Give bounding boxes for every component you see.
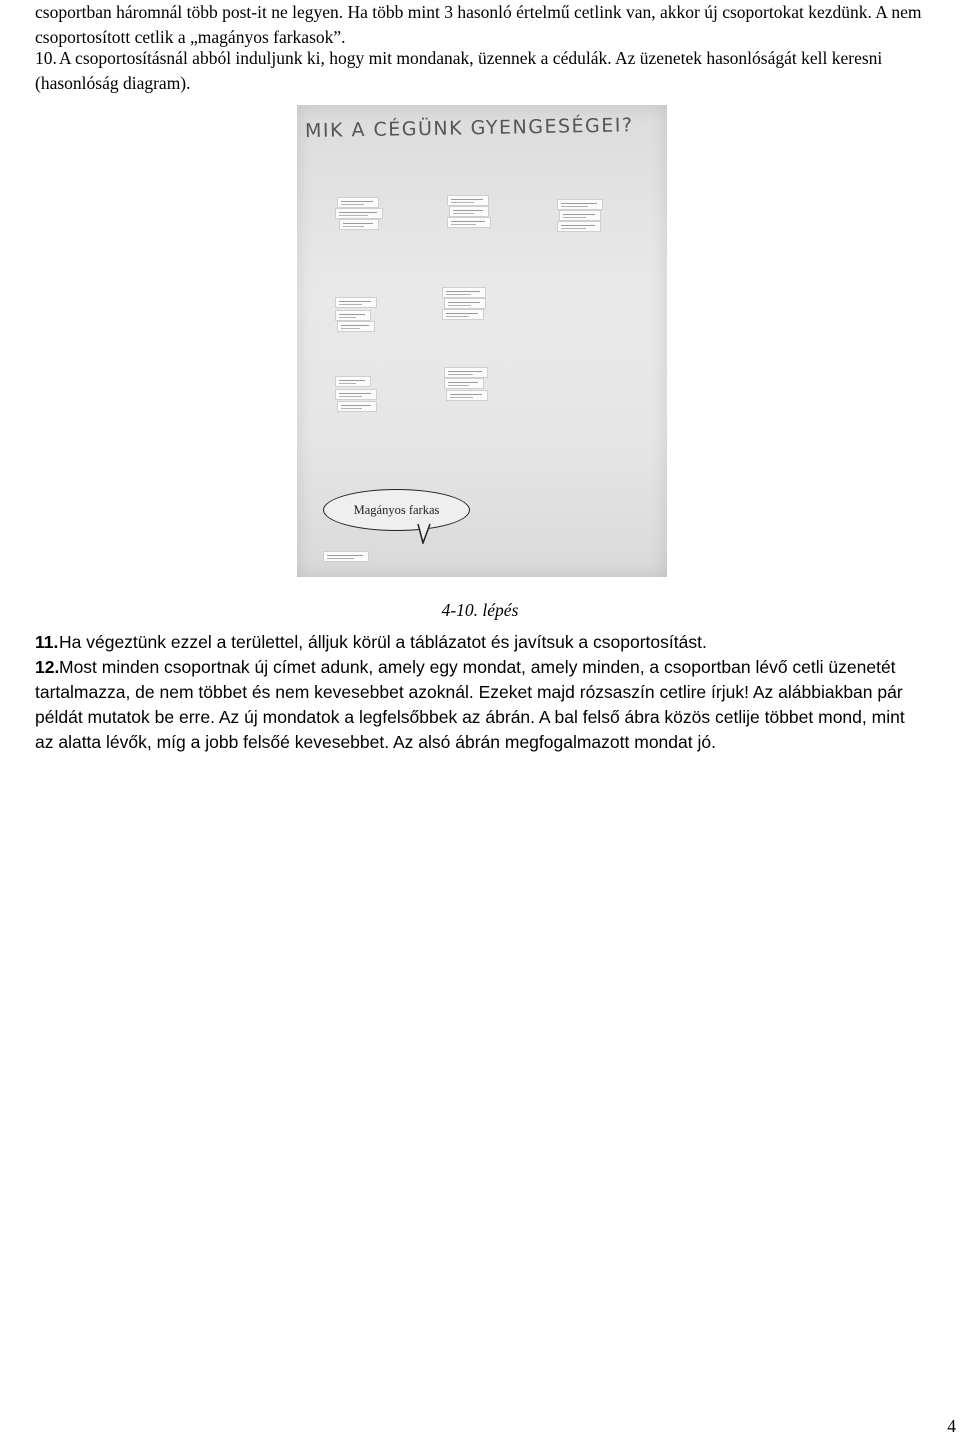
- step-10-number: 10.: [35, 48, 57, 68]
- post-it-note: [447, 217, 491, 228]
- post-it-note: [557, 199, 603, 210]
- post-it-note: [442, 287, 486, 298]
- step-10-text: A csoportosításnál abból induljunk ki, hogy mit mondanak, üzennek a cédulák. Az üzenetek hasonlóságát kell keresni (hasonlóság diagram).: [35, 48, 883, 93]
- post-it-note: [447, 195, 489, 206]
- post-it-note: [335, 389, 377, 400]
- post-it-note: [444, 367, 488, 378]
- post-it-note: [446, 390, 488, 401]
- post-it-note: [335, 208, 383, 219]
- post-it-note: [335, 297, 377, 308]
- step-12-number: 12.: [35, 657, 60, 677]
- figure-caption: 4-10. lépés: [441, 600, 519, 620]
- paragraph-step-11: [35, 630, 925, 655]
- paragraph-step-10: [35, 46, 925, 96]
- post-it-note: [337, 197, 379, 208]
- lone-wolf-bubble: Magányos farkas: [323, 489, 470, 531]
- step-11-text: Ha végeztünk ezzel a területtel, álljuk körül a táblázatot és javítsuk a csoportosítást.: [59, 632, 707, 652]
- step-11-number: 11.: [35, 632, 59, 652]
- paragraph-continued: csoportban háromnál több post-it ne legyen. Ha több mint 3 hasonló értelmű cetlink van, akkor új csoportokat kezdünk. A nem csoportosított cetlik a „magányos farkasok”.: [35, 2, 922, 47]
- page-number: 4: [947, 1416, 956, 1436]
- photo-handwritten-title: MIK A CÉGÜNK GYENGESÉGEI?: [304, 114, 634, 143]
- step-12-text: Most minden csoportnak új címet adunk, amely egy mondat, amely minden, a csoportban lévő cetli üzenetét tartalmazza, de nem többet és nem kevesebbet azoknál. Ezeket majd rózsaszín cetlire írjuk! Az alábbiakban pár példát mutatok be erre. Az új mondatok a legfelsőbbek az ábrán. A bal felső ábra közös cetlije többet mond, mint az alatta lévők, míg a jobb felsőé kevesebbet. Az alsó ábrán megfogalmazott mondat jó.: [35, 657, 905, 752]
- post-it-note: [444, 298, 486, 309]
- post-it-note: [449, 206, 489, 217]
- post-it-note: [335, 376, 371, 387]
- paragraph-step-12: [35, 655, 925, 755]
- post-it-note-lone: [323, 551, 369, 562]
- post-it-note: [442, 309, 484, 320]
- post-it-note: [559, 210, 601, 221]
- post-it-note: [337, 321, 375, 332]
- post-it-note: [557, 221, 601, 232]
- whiteboard-photo: [297, 105, 667, 577]
- post-it-note: [337, 401, 377, 412]
- post-it-note: [335, 310, 371, 321]
- post-it-note: [444, 378, 484, 389]
- post-it-note: [339, 219, 379, 230]
- bubble-tail-icon: [417, 524, 431, 544]
